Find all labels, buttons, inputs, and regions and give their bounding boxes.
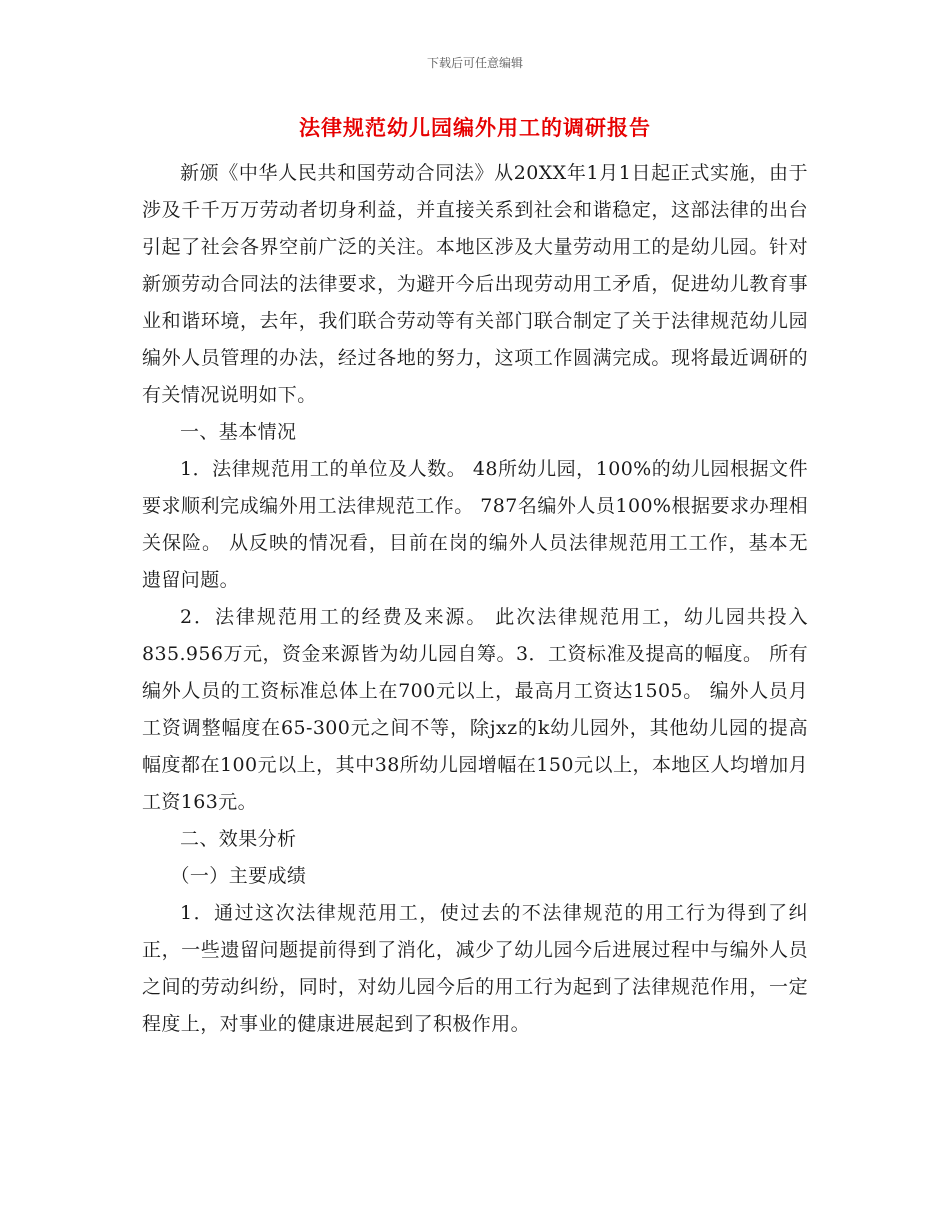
document-body (142, 155, 808, 1043)
document-title: 法律规范幼儿园编外用工的调研报告 (299, 115, 651, 140)
subsection-heading-main-achievements: （一）主要成绩 (170, 865, 307, 887)
section-heading-basic-situation: 一、基本情况 (180, 421, 297, 443)
section-heading-effect-analysis: 二、效果分析 (180, 828, 297, 850)
page-header-note: 下载后可任意编辑 (426, 56, 523, 70)
paragraph-units-and-headcount: 1．法律规范用工的单位及人数。 48所幼儿园，100%的幼儿园根据文件要求顺利完成编外用工法律规范工作。 787名编外人员100%根据要求办理相关保险。 从反映的情况看，目前在岗的编外人员法律规范用工工作，基本无遗留问题。 (142, 458, 808, 591)
intro-paragraph: 新颁《中华人民共和国劳动合同法》从20XX年1月1日起正式实施，由于涉及千千万万劳动者切身利益，并直接关系到社会和谐稳定，这部法律的出台引起了社会各界空前广泛的关注。本地区涉及大量劳动用工的是幼儿园。针对新颁劳动合同法的法律要求，为避开今后出现劳动用工矛盾，促进幼儿教育事业和谐环境，去年，我们联合劳动等有关部门联合制定了关于法律规范幼儿园编外人员管理的办法，经过各地的努力，这项工作圆满完成。现将最近调研的有关情况说明如下。 (142, 162, 808, 406)
paragraph-achievement-1: 1．通过这次法律规范用工，使过去的不法律规范的用工行为得到了纠正，一些遗留问题提前得到了消化，减少了幼儿园今后进展过程中与编外人员之间的劳动纠纷，同时，对幼儿园今后的用工行为起到了法律规范作用，一定程度上，对事业的健康进展起到了积极作用。 (142, 902, 808, 1035)
paragraph-funding-and-wages: 2．法律规范用工的经费及来源。 此次法律规范用工，幼儿园共投入835.956万元，资金来源皆为幼儿园自筹。3．工资标准及提高的幅度。 所有编外人员的工资标准总体上在700元以上，最高月工资达1505。 编外人员月工资调整幅度在65-300元之间不等，除jxz的k幼儿园外，其他幼儿园的提高幅度都在100元以上，其中38所幼儿园增幅在150元以上，本地区人均增加月工资163元。 (142, 606, 808, 813)
